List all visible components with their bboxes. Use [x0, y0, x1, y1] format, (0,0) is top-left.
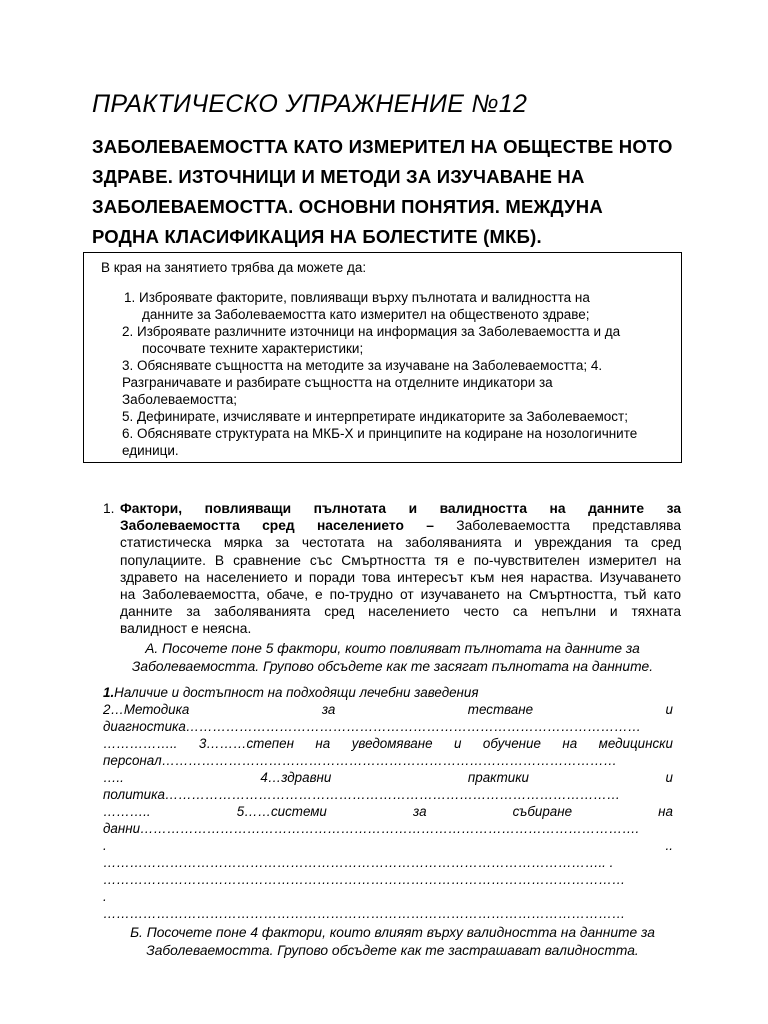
question-b-line: Б. Посочете поне 4 фактори, които влияят върху валидността на данните за	[130, 925, 655, 940]
topic-heading	[92, 132, 692, 252]
section-body-start: Заболеваемостта представлява	[433, 518, 681, 534]
section-body-line: популациите. В сравнение със Смъртността тя е по-чувствителен измерител на	[120, 552, 681, 568]
objective-line: данните за Заболеваемостта като измерител на общественото здраве;	[142, 307, 590, 322]
answer-line	[103, 752, 673, 769]
answer-word: диагностика…………………………………………………………………………………………	[103, 719, 642, 734]
answer-word: тестване	[467, 702, 534, 717]
answer-word: 4…здравни	[260, 770, 332, 785]
question-a-line: А. Посочете поне 5 фактори, които повлияват пълнотата на данните за	[145, 641, 640, 656]
answer-word: и	[453, 736, 462, 751]
objective-line: единици.	[122, 443, 179, 458]
answer-word: практики	[467, 770, 529, 785]
section-heading-bold: Заболеваемостта сред населението –	[120, 518, 434, 534]
answer-word: ……………..	[103, 736, 178, 751]
answer-word: ………………………………………………………………………………………………………	[103, 906, 626, 921]
answer-word: ………………………………………………………………………………………………….. .	[103, 855, 614, 870]
answer-line	[103, 905, 673, 922]
answer-word: на	[315, 736, 331, 751]
answer-line	[103, 718, 673, 735]
answers-area	[103, 684, 673, 922]
answer-word: на	[658, 804, 673, 819]
objectives-intro: В края на занятието трябва да можете да:	[101, 260, 367, 275]
section-body-line: валидност е неясна.	[120, 621, 252, 637]
page-title: ПРАКТИЧЕСКО УПРАЖНЕНИЕ №12	[92, 90, 528, 118]
answer-word: за	[413, 804, 427, 819]
answer-word: .	[103, 838, 107, 853]
answer-text: Наличие и достъпност на подходящи лечебни заведения	[114, 685, 479, 700]
answer-word: ………………………………………………………………………………………………………	[103, 872, 626, 887]
answer-line	[103, 854, 673, 871]
objective-line: 1. Изброявате факторите, повлияващи върху пълнотата и валидността на	[124, 290, 590, 305]
topic-heading-line: ЗАБОЛЕВАЕМОСТТА КАТО ИЗМЕРИТЕЛ НА ОБЩЕСТВЕ НОТО	[92, 136, 673, 157]
objectives-list	[124, 289, 679, 459]
answer-line-1	[103, 684, 673, 701]
answer-word: и	[665, 702, 673, 717]
section-1-paragraph	[120, 500, 681, 638]
answer-line	[103, 735, 673, 752]
answer-word: политика…………………………………………………………………………………………	[103, 787, 621, 802]
question-b-line: Заболеваемостта. Групово обсъдете как те застрашават валидността.	[146, 943, 639, 958]
answer-word: за	[321, 702, 336, 717]
section-heading: Фактори, повлияващи пълнотата и валидността на данните за	[120, 501, 681, 516]
answer-word: и	[665, 770, 673, 785]
section-body-line: на Заболеваемостта, обаче, е по-трудно от изучаването на Смъртността, тъй като	[120, 587, 681, 603]
answer-number: 1.	[103, 685, 115, 700]
topic-heading-line: ЗАБОЛЕВАЕМОСТТА. ОСНОВНИ ПОНЯТИЯ. МЕЖДУНА	[92, 196, 603, 217]
objective-line: посочвате техните характеристики;	[142, 341, 364, 356]
answer-line	[103, 820, 673, 837]
answer-word: данни………………………………………………………………………………………………….	[103, 821, 640, 836]
section-body-line: статистическа мярка за честотата на заболяванията и увреждания та сред	[120, 535, 681, 551]
section-body-line: здравето на населението и поради това интересът към нея нараства. Изучаването	[120, 569, 681, 585]
objective-line: 6. Обяснявате структурата на МКБ-Х и принципите на кодиране на нозологичните	[122, 426, 638, 441]
answer-word: медицински	[598, 736, 673, 751]
answer-word: обучение	[482, 736, 541, 751]
answer-line	[103, 837, 673, 854]
answer-line	[103, 786, 673, 803]
answer-word: персонал…………………………………………………………………………………………	[103, 753, 617, 768]
answer-line	[103, 888, 673, 905]
answer-word: на	[562, 736, 578, 751]
objective-line: 5. Дефинирате, изчислявате и интерпретирате индикаторите за Заболеваемост;	[122, 409, 628, 424]
objective-line: Заболеваемостта;	[122, 392, 238, 407]
objective-line: 3. Обяснявате същността на методите за изучаване на Заболеваемостта; 4.	[122, 358, 603, 373]
topic-heading-line: ЗДРАВЕ. ИЗТОЧНИЦИ И МЕТОДИ ЗА ИЗУЧАВАНЕ НА	[92, 166, 585, 187]
answer-word: .	[103, 889, 107, 904]
answer-word: …..	[103, 770, 124, 785]
answer-line	[103, 803, 673, 820]
answer-word: 2…Методика	[103, 702, 190, 717]
answer-word: 5……системи	[236, 804, 327, 819]
topic-heading-line: РОДНА КЛАСИФИКАЦИЯ НА БОЛЕСТИТЕ (МКБ).	[92, 226, 542, 247]
answer-word: събиране	[512, 804, 573, 819]
objectives-box	[83, 252, 682, 463]
question-a	[120, 640, 665, 676]
section-heading-line2	[120, 517, 681, 534]
answer-word: ………..	[103, 804, 151, 819]
answer-line	[103, 871, 673, 888]
objective-line: Разграничавате и разбирате същността на отделните индикатори за	[122, 375, 553, 390]
objective-line: 2. Изброявате различните източници на информация за Заболеваемостта и да	[122, 324, 621, 339]
answer-word: ..	[665, 838, 673, 853]
answer-word: 3………степен	[198, 736, 294, 751]
answer-line	[103, 701, 673, 718]
question-a-line: Заболеваемостта. Групово обсъдете как те засягат пълнотата на данните.	[131, 659, 654, 674]
section-number: 1.	[103, 501, 115, 516]
answer-line	[103, 769, 673, 786]
question-b	[110, 924, 675, 960]
section-body-line: данните за заболяванията сред населението често са непълни и тяхната	[120, 604, 681, 620]
answer-word: уведомяване	[351, 736, 433, 751]
